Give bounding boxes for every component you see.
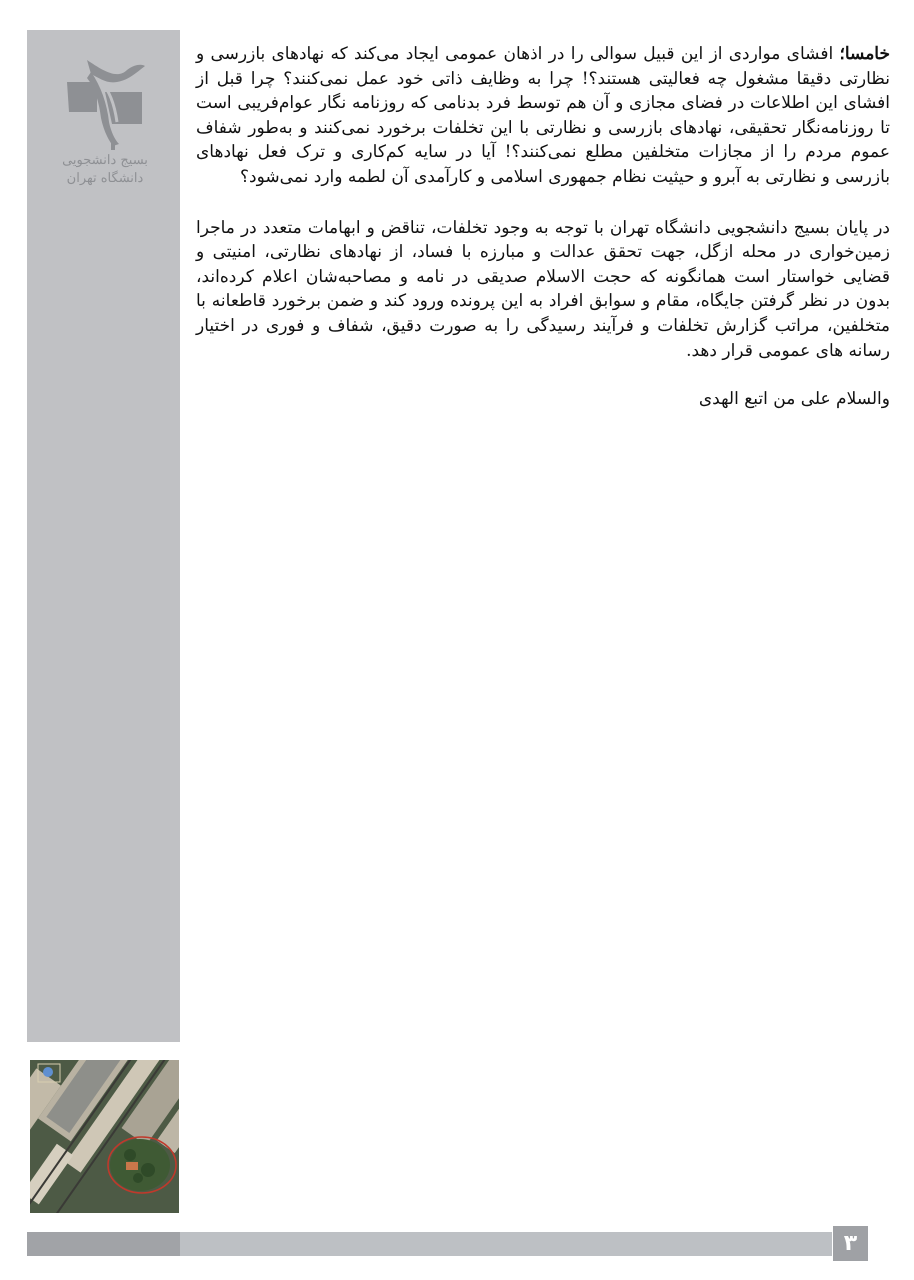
sidebar-panel [27, 30, 180, 1042]
basij-logo-icon [57, 52, 152, 187]
paragraph-2 [196, 216, 890, 364]
footer-bar-left [27, 1232, 180, 1256]
logo-line-1: بسیج دانشجویی [62, 153, 148, 168]
paragraph-1-text: افشای مواردی از این قبیل سوالی را در اذهان عمومی ایجاد می‌کند که نهادهای بازرسی و نظارتی دقیقا مشغول چه فعالیتی هستند؟! چرا به وظایف ذاتی خود عمل نمی‌کنند؟ چرا قبل از افشای این اطلاعات در فضای مجازی و آن هم توسط فرد بدنامی که روزنامه نگار عوام‌فریبی است تا روزنامه‌نگار تحقیقی، نهادهای بازرسی و نظارتی با این تخلفات برخورد نمی‌کنند و به‌طور شفاف عموم مردم را از مجازات متخلفین مطلع نمی‌کنند؟! آیا در سایه کم‌کاری و ترک فعل نهادهای بازرسی و نظارتی به آبرو و حیثیت نظام جمهوری اسلامی و کارآمدی آن لطمه وارد نمی‌شود؟ [196, 44, 890, 187]
page-number: ۳ [833, 1226, 868, 1261]
paragraph-1 [196, 42, 890, 190]
satellite-map-image [30, 1060, 179, 1213]
closing-salutation: والسلام علی من اتبع الهدی [698, 389, 890, 410]
footer-bar-right [180, 1232, 832, 1256]
document-body [196, 42, 890, 436]
logo-line-2: دانشگاه تهران [66, 171, 144, 186]
paragraph-2-text: در پایان بسیج دانشجویی دانشگاه تهران با توجه به وجود تخلفات، تناقض و ابهامات متعدد در ماجرا زمین‌خواری در محله ازگل، جهت تحقق عدالت و مبارزه با فساد، از نهادهای نظارتی، امنیتی و قضایی خواستار است همانگونه که حجت الاسلام صدیقی در نامه و مصاحبه‌شان اعلام کرده‌اند، بدون در نظر گرفتن جایگاه، مقام و سوابق افراد به این پرونده ورود کند و ضمن برخورد قاطعانه با متخلفین، مراتب گزارش تخلفات و فرآیند رسیدگی را به صورت دقیق، شفاف و فوری در اختیار رسانه های عمومی قرار دهد. [196, 217, 890, 361]
paragraph-1-lead: خامسا؛ [839, 44, 890, 64]
